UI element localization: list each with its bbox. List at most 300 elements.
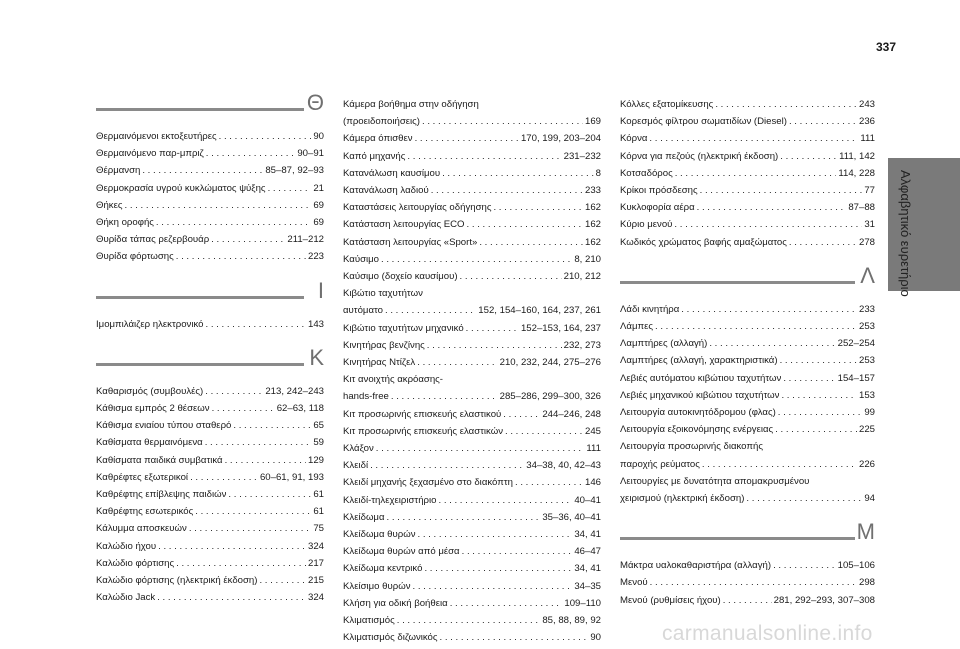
index-entry bbox=[343, 268, 601, 285]
index-entry bbox=[620, 301, 875, 318]
page-reference: 34–35 bbox=[574, 580, 601, 592]
index-term: Κλείδωμα κεντρικό bbox=[343, 563, 423, 575]
page-reference: 35–36, 40–41 bbox=[542, 511, 601, 523]
index-term: Κινητήρας Ντίζελ bbox=[343, 357, 416, 369]
index-entry bbox=[96, 383, 324, 400]
index-entry bbox=[96, 400, 324, 417]
page-reference: 61 bbox=[313, 489, 324, 501]
index-entry bbox=[343, 182, 601, 199]
index-term: Κλειδί μηχανής ξεχασμένο στο διακόπτη bbox=[343, 477, 513, 489]
page-reference: 59 bbox=[313, 437, 324, 449]
page-reference: 61 bbox=[313, 506, 324, 518]
dot-leader bbox=[515, 474, 583, 491]
page-reference: 213, 242–243 bbox=[265, 385, 324, 397]
page-reference: 40–41 bbox=[574, 494, 601, 506]
index-entry bbox=[620, 387, 875, 404]
index-term: Κλείσιμο θυρών bbox=[343, 580, 411, 592]
heading-rule bbox=[620, 281, 855, 284]
dot-leader bbox=[219, 128, 312, 145]
index-entry bbox=[96, 538, 324, 555]
page-reference: 90 bbox=[313, 131, 324, 142]
dot-leader bbox=[479, 234, 583, 251]
page-reference: 94 bbox=[864, 493, 875, 505]
dot-leader bbox=[259, 572, 306, 589]
index-entry bbox=[620, 165, 875, 182]
page-reference: 77 bbox=[864, 185, 875, 197]
dot-leader bbox=[206, 145, 296, 162]
index-term: Κοτσαδόρος bbox=[620, 167, 673, 179]
index-term: Καλώδιο φόρτισης (ηλεκτρική έκδοση) bbox=[96, 575, 258, 587]
index-entry bbox=[343, 457, 601, 474]
index-term: Ιμομπιλάιζερ ηλεκτρονικό bbox=[96, 318, 204, 330]
index-entry bbox=[343, 199, 601, 216]
page-reference: 169 bbox=[584, 116, 601, 128]
index-entry bbox=[343, 492, 601, 509]
index-entry bbox=[96, 452, 324, 469]
index-term: Κινητήρας βενζίνης bbox=[343, 339, 425, 351]
index-term: Καύσιμο (δοχείο καυσίμου) bbox=[343, 271, 458, 283]
dot-leader bbox=[789, 234, 857, 251]
page-reference: 245 bbox=[584, 425, 601, 437]
page-reference: 217 bbox=[307, 557, 324, 569]
index-entry bbox=[343, 320, 601, 337]
dot-leader bbox=[780, 148, 837, 165]
index-entry bbox=[343, 509, 601, 526]
index-term: παροχής ρεύματος bbox=[620, 458, 700, 470]
index-term: Κλάξον bbox=[343, 443, 374, 455]
index-entry bbox=[620, 370, 875, 387]
index-term: Κλιματισμός bbox=[343, 615, 395, 627]
index-entry bbox=[620, 130, 875, 147]
index-term: Κρίκοι πρόσδεσης bbox=[620, 185, 698, 197]
index-entry bbox=[620, 182, 875, 199]
page-reference: 65 bbox=[313, 420, 324, 432]
dot-leader bbox=[650, 574, 857, 591]
dot-leader bbox=[466, 320, 519, 337]
index-entry bbox=[620, 113, 875, 130]
dot-leader bbox=[780, 352, 857, 369]
page-reference: 152, 154–160, 164, 237, 261 bbox=[478, 305, 601, 317]
letter-heading bbox=[620, 521, 875, 557]
index-term: Κατάσταση λειτουργίας ECO bbox=[343, 219, 465, 231]
page-reference: 34, 41 bbox=[574, 563, 601, 575]
index-term: Μενού bbox=[620, 577, 648, 589]
dot-leader bbox=[700, 182, 863, 199]
index-term: Καθίσματα παιδικά συμβατικά bbox=[96, 454, 223, 466]
index-entry bbox=[343, 354, 601, 371]
dot-leader bbox=[655, 318, 857, 335]
page-reference: 111, 142 bbox=[839, 150, 875, 162]
index-entry bbox=[620, 352, 875, 369]
dot-leader bbox=[156, 214, 311, 231]
page-reference: 90–91 bbox=[297, 148, 324, 160]
page-reference: 99 bbox=[864, 407, 875, 419]
index-entry bbox=[96, 417, 324, 434]
index-term: Μάκτρα υαλοκαθαριστήρα (αλλαγή) bbox=[620, 560, 772, 572]
index-entry bbox=[96, 128, 324, 145]
index-term: Καθρέφτες εξωτερικοί bbox=[96, 471, 189, 483]
dot-leader bbox=[675, 165, 837, 182]
index-entry bbox=[343, 251, 601, 268]
index-entry bbox=[620, 438, 875, 455]
page-reference: 21 bbox=[313, 182, 324, 194]
heading-rule bbox=[96, 108, 304, 111]
page-reference: 278 bbox=[858, 236, 875, 248]
page-reference: 85–87, 92–93 bbox=[265, 165, 324, 177]
index-term: Κλείδωμα θυρών bbox=[343, 529, 416, 541]
index-term: Λεβιές αυτόματου κιβώτιου ταχυτήτων bbox=[620, 372, 782, 384]
index-term: Θήκη οροφής bbox=[96, 217, 154, 229]
index-entry bbox=[96, 180, 324, 197]
index-entry bbox=[620, 216, 875, 233]
index-entry bbox=[96, 248, 324, 265]
page-reference: 211–212 bbox=[287, 234, 324, 246]
index-entry bbox=[343, 388, 601, 405]
dot-leader bbox=[190, 469, 258, 486]
letter-heading bbox=[96, 344, 324, 383]
index-entry bbox=[343, 165, 601, 182]
dot-leader bbox=[778, 404, 863, 421]
index-term: Κωδικός χρώματος βαφής αμαξώματος bbox=[620, 236, 787, 248]
page-reference: 285–286, 299–300, 326 bbox=[499, 391, 601, 403]
index-term: Καλώδιο Jack bbox=[96, 592, 156, 604]
index-term: Κάμερα όπισθεν bbox=[343, 133, 413, 145]
index-entry bbox=[343, 337, 601, 354]
index-entry bbox=[96, 572, 324, 589]
index-entry bbox=[620, 490, 875, 507]
index-entry bbox=[620, 234, 875, 251]
index-term: Λεβιές μηχανικού κιβώτιου ταχυτήτων bbox=[620, 389, 780, 401]
page-reference: 46–47 bbox=[574, 546, 601, 558]
letter-heading bbox=[96, 277, 324, 316]
index-entry bbox=[343, 216, 601, 233]
page-reference: 8, 210 bbox=[574, 253, 601, 265]
index-term: Θερμοκρασία υγρού κυκλώματος ψύξης bbox=[96, 182, 266, 194]
index-entry bbox=[343, 560, 601, 577]
index-term: Καλώδιο φόρτισης bbox=[96, 557, 175, 569]
index-term: Μενού (ρυθμίσεις ήχου) bbox=[620, 594, 721, 606]
index-term: Καθρέφτης εσωτερικός bbox=[96, 506, 194, 518]
page-reference: 162 bbox=[584, 219, 601, 231]
page-reference: 34–38, 40, 42–43 bbox=[526, 460, 601, 472]
page-reference: 152–153, 164, 237 bbox=[520, 322, 601, 334]
page-reference: 170, 199, 203–204 bbox=[520, 133, 601, 145]
dot-leader bbox=[422, 113, 583, 130]
index-entry bbox=[343, 595, 601, 612]
page-reference: 253 bbox=[858, 355, 875, 367]
page-reference: 244–246, 248 bbox=[542, 408, 601, 420]
heading-letter: Κ bbox=[309, 344, 324, 370]
dot-leader bbox=[697, 199, 847, 216]
dot-leader bbox=[397, 612, 541, 629]
page-reference: 232, 273 bbox=[563, 339, 601, 351]
index-term: Κλείδωμα θυρών από μέσα bbox=[343, 546, 460, 558]
dot-leader bbox=[413, 578, 573, 595]
dot-leader bbox=[233, 417, 311, 434]
dot-leader bbox=[493, 199, 583, 216]
dot-leader bbox=[176, 248, 306, 265]
dot-leader bbox=[783, 370, 835, 387]
index-term: Κλιματισμός διζωνικός bbox=[343, 632, 438, 644]
index-term: Λειτουργία προσωρινής διακοπής bbox=[620, 441, 763, 453]
page-reference: 154–157 bbox=[837, 372, 875, 384]
heading-rule bbox=[620, 537, 855, 540]
index-term: Κάθισμα ενιαίου τύπου σταθερό bbox=[96, 420, 232, 432]
dot-leader bbox=[746, 490, 862, 507]
page-reference: 146 bbox=[584, 477, 601, 489]
index-entry bbox=[343, 234, 601, 251]
index-column-1 bbox=[96, 92, 324, 606]
dot-leader bbox=[125, 197, 312, 214]
heading-letter: Ι bbox=[317, 277, 324, 303]
dot-leader bbox=[387, 509, 541, 526]
page-reference: 225 bbox=[858, 424, 875, 436]
index-entry bbox=[96, 214, 324, 231]
page-reference: 324 bbox=[307, 540, 324, 552]
index-entry bbox=[343, 526, 601, 543]
index-entry bbox=[343, 302, 601, 319]
index-entry bbox=[620, 592, 875, 609]
page-reference: 236 bbox=[858, 116, 875, 128]
index-term: Θυρίδα τάπας ρεζερβουάρ bbox=[96, 234, 210, 246]
index-entry bbox=[96, 555, 324, 572]
index-entry bbox=[343, 130, 601, 147]
index-entry bbox=[620, 335, 875, 352]
index-entry bbox=[620, 96, 875, 113]
index-entry bbox=[343, 612, 601, 629]
dot-leader bbox=[189, 520, 312, 537]
dot-leader bbox=[370, 457, 524, 474]
dot-leader bbox=[427, 337, 562, 354]
dot-leader bbox=[418, 526, 573, 543]
index-term: Κορεσμός φίλτρου σωματιδίων (Diesel) bbox=[620, 116, 787, 128]
index-entry bbox=[96, 316, 324, 333]
page-reference: 252–254 bbox=[837, 338, 875, 350]
index-term: Καπό μηχανής bbox=[343, 150, 406, 162]
watermark: carmanualsonline.info bbox=[662, 622, 873, 645]
dot-leader bbox=[211, 231, 285, 248]
index-entry bbox=[343, 406, 601, 423]
index-entry bbox=[343, 629, 601, 646]
index-entry bbox=[96, 197, 324, 214]
dot-leader bbox=[715, 96, 857, 113]
dot-leader bbox=[407, 148, 561, 165]
index-term: Καθαρισμός (συμβουλές) bbox=[96, 385, 204, 397]
index-entry bbox=[343, 148, 601, 165]
page-reference: 298 bbox=[858, 577, 875, 589]
page-reference: 60–61, 91, 193 bbox=[259, 471, 324, 483]
index-term: Λάμπες bbox=[620, 321, 654, 333]
page-reference: 129 bbox=[307, 454, 324, 466]
index-entry bbox=[620, 574, 875, 591]
index-term: hands-free bbox=[343, 391, 389, 403]
page-reference: 62–63, 118 bbox=[276, 403, 324, 415]
page-reference: 281, 292–293, 307–308 bbox=[773, 594, 875, 606]
page-reference: 243 bbox=[858, 99, 875, 110]
page-reference: 69 bbox=[313, 199, 324, 211]
heading-letter: Μ bbox=[856, 519, 875, 545]
section-label: Αλφαβητικό ευρετήριο bbox=[898, 170, 913, 297]
index-entry bbox=[620, 557, 875, 574]
index-term: Κιτ προσωρινής επισκευής ελαστικού bbox=[343, 408, 502, 420]
index-term: Θερμαινόμενο παρ-μπριζ bbox=[96, 148, 204, 160]
page-reference: 210, 212 bbox=[563, 271, 601, 283]
dot-leader bbox=[440, 629, 589, 646]
index-term: Καύσιμο bbox=[343, 253, 379, 265]
index-entry bbox=[620, 404, 875, 421]
dot-leader bbox=[462, 543, 573, 560]
index-term: Κύριο μενού bbox=[620, 219, 673, 231]
dot-leader bbox=[460, 268, 562, 285]
index-term: Κάμερα βοήθημα στην οδήγηση bbox=[343, 99, 479, 110]
index-term: Λαμπτήρες (αλλαγή, χαρακτηριστικά) bbox=[620, 355, 778, 367]
dot-leader bbox=[391, 388, 498, 405]
index-entry bbox=[343, 423, 601, 440]
index-term: Κόλλες εξατομίκευσης bbox=[620, 99, 714, 110]
dot-leader bbox=[709, 335, 835, 352]
dot-leader bbox=[376, 440, 585, 457]
page-reference: 210, 232, 244, 275–276 bbox=[499, 357, 601, 369]
dot-leader bbox=[649, 130, 858, 147]
page-reference: 111 bbox=[586, 443, 601, 455]
dot-leader bbox=[415, 130, 519, 147]
page-reference: 34, 41 bbox=[574, 529, 601, 541]
page-reference: 109–110 bbox=[564, 597, 601, 609]
index-term: Κάλυμμα αποσκευών bbox=[96, 523, 187, 535]
letter-heading bbox=[96, 92, 324, 128]
index-term: χειρισμού (ηλεκτρική έκδοση) bbox=[620, 493, 745, 505]
dot-leader bbox=[438, 492, 572, 509]
dot-leader bbox=[206, 316, 306, 333]
heading-letter: Θ bbox=[306, 90, 324, 115]
index-term: (προειδοποιήσεις) bbox=[343, 116, 420, 128]
index-entry bbox=[620, 199, 875, 216]
page-reference: 8 bbox=[595, 167, 601, 179]
page-reference: 324 bbox=[307, 592, 324, 604]
page-reference: 153 bbox=[858, 389, 875, 401]
index-term: Κλειδί bbox=[343, 460, 369, 472]
index-term: Κυκλοφορία αέρα bbox=[620, 202, 695, 214]
dot-leader bbox=[381, 251, 572, 268]
page-reference: 105–106 bbox=[837, 560, 875, 572]
index-entry bbox=[343, 474, 601, 491]
page-reference: 231–232 bbox=[563, 150, 601, 162]
index-term: Καλώδιο ήχου bbox=[96, 540, 157, 552]
dot-leader bbox=[205, 383, 263, 400]
index-term: Κόρνα bbox=[620, 133, 648, 145]
index-term: Κιβώτιο ταχυτήτων μηχανικό bbox=[343, 322, 464, 334]
page-number: 337 bbox=[875, 40, 896, 54]
index-term: Καθρέφτης επίβλεψης παιδιών bbox=[96, 489, 227, 501]
page-reference: 90 bbox=[590, 632, 601, 644]
dot-leader bbox=[442, 165, 594, 182]
index-entry bbox=[96, 145, 324, 162]
dot-leader bbox=[781, 387, 857, 404]
page-reference: 87–88 bbox=[848, 202, 875, 214]
index-term: Θέρμανση bbox=[96, 165, 141, 177]
dot-leader bbox=[503, 406, 540, 423]
index-term: Κόρνα για πεζούς (ηλεκτρική έκδοση) bbox=[620, 150, 779, 162]
index-entry bbox=[343, 96, 601, 113]
index-entry bbox=[343, 113, 601, 130]
dot-leader bbox=[205, 434, 312, 451]
page-reference: 85, 88, 89, 92 bbox=[542, 615, 601, 627]
dot-leader bbox=[228, 486, 311, 503]
index-term: Κιβώτιο ταχυτήτων bbox=[343, 288, 423, 300]
dot-leader bbox=[225, 452, 306, 469]
page-reference: 233 bbox=[858, 303, 875, 315]
index-term: Κατανάλωση καυσίμου bbox=[343, 167, 441, 179]
index-entry bbox=[96, 231, 324, 248]
index-term: Κάθισμα εμπρός 2 θέσεων bbox=[96, 403, 210, 415]
page-reference: 111 bbox=[860, 133, 875, 145]
dot-leader bbox=[417, 354, 497, 371]
index-term: Θυρίδα φόρτωσης bbox=[96, 251, 174, 263]
page-reference: 31 bbox=[864, 219, 875, 231]
dot-leader bbox=[505, 423, 583, 440]
page-reference: 114, 228 bbox=[838, 167, 875, 179]
index-entry bbox=[96, 589, 324, 606]
page-reference: 253 bbox=[858, 321, 875, 333]
index-entry bbox=[343, 285, 601, 302]
index-entry bbox=[620, 318, 875, 335]
page-reference: 162 bbox=[584, 202, 601, 214]
index-term: Λαμπτήρες (αλλαγή) bbox=[620, 338, 708, 350]
index-term: Καθίσματα θερμαινόμενα bbox=[96, 437, 203, 449]
page-reference: 162 bbox=[584, 236, 601, 248]
dot-leader bbox=[385, 302, 476, 319]
index-column-2 bbox=[343, 96, 601, 647]
index-term: Κλειδί-τηλεχειριστήριο bbox=[343, 494, 437, 506]
index-entry bbox=[96, 486, 324, 503]
index-entry bbox=[620, 148, 875, 165]
index-term: Κλείδωμα bbox=[343, 511, 385, 523]
dot-leader bbox=[674, 216, 862, 233]
index-entry bbox=[96, 520, 324, 537]
index-term: Λάδι κινητήρα bbox=[620, 303, 680, 315]
dot-leader bbox=[773, 557, 836, 574]
dot-leader bbox=[142, 162, 263, 179]
dot-leader bbox=[157, 589, 306, 606]
index-term: Κλήση για οδική βοήθεια bbox=[343, 597, 448, 609]
heading-letter: Λ bbox=[860, 262, 875, 288]
heading-rule bbox=[96, 363, 304, 366]
dot-leader bbox=[775, 421, 857, 438]
dot-leader bbox=[467, 216, 583, 233]
index-entry bbox=[343, 578, 601, 595]
index-term: Θερμαινόμενοι εκτοξευτήρες bbox=[96, 131, 217, 142]
index-entry bbox=[620, 473, 875, 490]
index-entry bbox=[343, 543, 601, 560]
index-entry bbox=[343, 371, 601, 388]
index-term: Λειτουργία εξοικονόμησης ενέργειας bbox=[620, 424, 774, 436]
index-term: Καταστάσεις λειτουργίας οδήγησης bbox=[343, 202, 492, 214]
page-reference: 143 bbox=[307, 318, 324, 330]
index-entry bbox=[343, 440, 601, 457]
index-entry bbox=[96, 434, 324, 451]
dot-leader bbox=[702, 456, 857, 473]
index-entry bbox=[96, 503, 324, 520]
dot-leader bbox=[268, 180, 312, 197]
index-term: Κιτ ανοιχτής ακρόασης- bbox=[343, 374, 444, 386]
letter-heading bbox=[620, 262, 875, 301]
page-reference: 226 bbox=[858, 458, 875, 470]
page-reference: 69 bbox=[313, 217, 324, 229]
dot-leader bbox=[431, 182, 583, 199]
index-entry bbox=[96, 469, 324, 486]
index-term: Λειτουργία αυτοκινητόδρομου (φλας) bbox=[620, 407, 776, 419]
heading-rule bbox=[96, 296, 304, 299]
